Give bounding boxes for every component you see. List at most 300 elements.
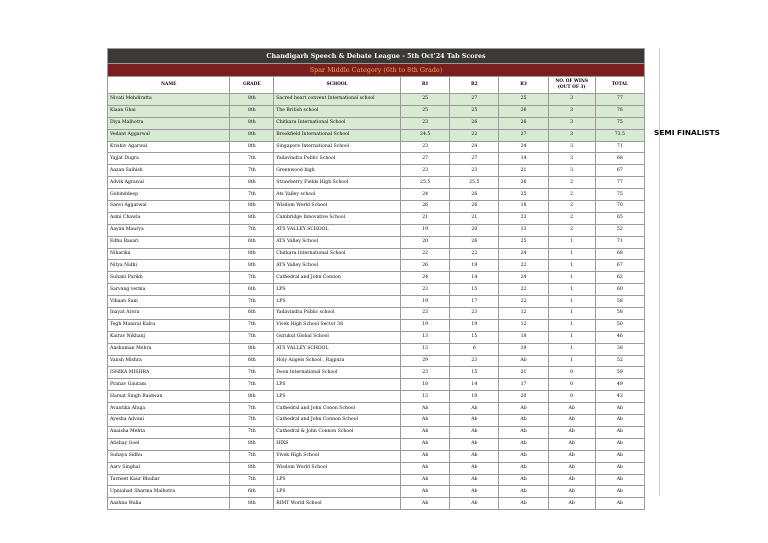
table-row bbox=[108, 367, 645, 379]
cell-wins: 1 bbox=[548, 355, 595, 367]
cell-wins: 1 bbox=[548, 248, 595, 260]
table-row bbox=[108, 165, 645, 177]
cell-r3: Ab bbox=[499, 450, 548, 462]
cell-school: Greenwood high bbox=[274, 165, 401, 177]
cell-r3: Ab bbox=[499, 438, 548, 450]
cell-r1: 23 bbox=[401, 308, 450, 320]
cell-name: Nivati Mehdiratta bbox=[108, 94, 230, 106]
cell-r2: 26 bbox=[450, 117, 499, 129]
cell-wins: 1 bbox=[548, 319, 595, 331]
cell-r2: 19 bbox=[450, 260, 499, 272]
cell-wins: 1 bbox=[548, 308, 595, 320]
cell-wins: 2 bbox=[548, 212, 595, 224]
cell-r3: 25 bbox=[499, 94, 548, 106]
cell-school: Yadavindra Public school bbox=[274, 308, 401, 320]
cell-wins: Ab bbox=[548, 403, 595, 415]
table-row bbox=[108, 415, 645, 427]
cell-grade: 7th bbox=[230, 450, 274, 462]
cell-r1: 27 bbox=[401, 153, 450, 165]
cell-r1: 18 bbox=[401, 379, 450, 391]
header-name: NAME bbox=[108, 77, 230, 94]
table-row bbox=[108, 331, 645, 343]
table-row bbox=[108, 319, 645, 331]
cell-r3: 12 bbox=[499, 308, 548, 320]
cell-r3: Ab bbox=[499, 415, 548, 427]
cell-school: Vivek High School Sector 38 bbox=[274, 319, 401, 331]
cell-r2: 14 bbox=[450, 379, 499, 391]
cell-r1: Ab bbox=[401, 426, 450, 438]
cell-total: 71 bbox=[595, 236, 644, 248]
cell-total: 52 bbox=[595, 224, 644, 236]
cell-grade: 8th bbox=[230, 343, 274, 355]
cell-total: 52 bbox=[595, 355, 644, 367]
header-school: SCHOOL bbox=[274, 77, 401, 94]
cell-r3: Ab bbox=[499, 462, 548, 474]
cell-grade: 7th bbox=[230, 224, 274, 236]
cell-r2: 6 bbox=[450, 343, 499, 355]
cell-school: The British school bbox=[274, 105, 401, 117]
header-wins: NO. OF WINS (OUT OF 3) bbox=[548, 77, 595, 94]
cell-total: Ab bbox=[595, 415, 644, 427]
cell-wins: 3 bbox=[548, 129, 595, 141]
cell-r3: 26 bbox=[499, 117, 548, 129]
cell-school: LPS bbox=[274, 379, 401, 391]
cell-r1: 19 bbox=[401, 296, 450, 308]
header-row bbox=[108, 77, 645, 94]
cell-wins: 0 bbox=[548, 379, 595, 391]
cell-total: 73.5 bbox=[595, 129, 644, 141]
cell-name: Harsat Singh Baidwan bbox=[108, 391, 230, 403]
cell-total: 67 bbox=[595, 165, 644, 177]
cell-r1: Ab bbox=[401, 498, 450, 510]
cell-school: ATS Valley School bbox=[274, 236, 401, 248]
cell-school: LPS bbox=[274, 391, 401, 403]
cell-r2: Ab bbox=[450, 426, 499, 438]
scores-table bbox=[107, 48, 645, 510]
cell-r1: 19 bbox=[401, 319, 450, 331]
cell-grade: 7th bbox=[230, 153, 274, 165]
cell-r3: Ab bbox=[499, 486, 548, 498]
cell-r3: 27 bbox=[499, 129, 548, 141]
cell-r1: 29 bbox=[401, 355, 450, 367]
cell-name: Aayan Maurya bbox=[108, 224, 230, 236]
sheet-title: Chandigarh Speech & Debate League - 5th Oct'24 Tab Scores bbox=[108, 49, 645, 64]
cell-total: Ab bbox=[595, 426, 644, 438]
cell-school: Cathedral and John Connon School bbox=[274, 415, 401, 427]
cell-name: Gobinddeep bbox=[108, 189, 230, 201]
cell-r1: Ab bbox=[401, 415, 450, 427]
cell-school: Wisdom World School bbox=[274, 201, 401, 213]
cell-school: Wisdom World School bbox=[274, 462, 401, 474]
header-r2: R2 bbox=[450, 77, 499, 94]
cell-school: LPS bbox=[274, 474, 401, 486]
cell-school: Ats Valley school bbox=[274, 189, 401, 201]
cell-r1: 25 bbox=[401, 105, 450, 117]
cell-name: Aashna Walia bbox=[108, 498, 230, 510]
cell-grade: 7th bbox=[230, 415, 274, 427]
cell-grade: 8th bbox=[230, 201, 274, 213]
cell-grade: 8th bbox=[230, 391, 274, 403]
table-row bbox=[108, 201, 645, 213]
cell-wins: 3 bbox=[548, 94, 595, 106]
cell-r2: Ab bbox=[450, 403, 499, 415]
cell-r3: 19 bbox=[499, 343, 548, 355]
cell-total: Ab bbox=[595, 498, 644, 510]
cell-wins: Ab bbox=[548, 486, 595, 498]
subtitle-row bbox=[108, 64, 645, 77]
cell-r2: 23 bbox=[450, 308, 499, 320]
cell-grade: 7th bbox=[230, 296, 274, 308]
cell-r3: 22 bbox=[499, 284, 548, 296]
cell-school: Singapore International School bbox=[274, 141, 401, 153]
cell-r1: 25 bbox=[401, 94, 450, 106]
cell-r3: 17 bbox=[499, 379, 548, 391]
cell-r1: 20 bbox=[401, 236, 450, 248]
cell-name: Niharika bbox=[108, 248, 230, 260]
cell-r2: 24 bbox=[450, 141, 499, 153]
cell-r2: 22 bbox=[450, 129, 499, 141]
cell-name: Asmi Chawla bbox=[108, 212, 230, 224]
cell-school: RIMT World School bbox=[274, 498, 401, 510]
cell-r3: 26 bbox=[499, 105, 548, 117]
cell-r2: 17 bbox=[450, 296, 499, 308]
cell-grade: 7th bbox=[230, 319, 274, 331]
cell-grade: 8th bbox=[230, 212, 274, 224]
cell-grade: 7th bbox=[230, 331, 274, 343]
cell-grade: 6th bbox=[230, 355, 274, 367]
cell-total: Ab bbox=[595, 462, 644, 474]
cell-r2: Ab bbox=[450, 450, 499, 462]
cell-r3: 22 bbox=[499, 296, 548, 308]
cell-wins: 3 bbox=[548, 117, 595, 129]
cell-wins: 3 bbox=[548, 141, 595, 153]
cell-grade: 8th bbox=[230, 129, 274, 141]
table-row bbox=[108, 486, 645, 498]
cell-grade: 8th bbox=[230, 498, 274, 510]
cell-school: Cathedral and John Conon School bbox=[274, 403, 401, 415]
cell-r3: 24 bbox=[499, 248, 548, 260]
cell-school: LPS bbox=[274, 296, 401, 308]
cell-r3: 25 bbox=[499, 189, 548, 201]
cell-grade: 8th bbox=[230, 260, 274, 272]
cell-grade: 7th bbox=[230, 426, 274, 438]
cell-r2: Ab bbox=[450, 438, 499, 450]
cell-wins: Ab bbox=[548, 462, 595, 474]
table-row bbox=[108, 403, 645, 415]
cell-grade: 8th bbox=[230, 248, 274, 260]
cell-wins: 1 bbox=[548, 331, 595, 343]
table-row bbox=[108, 284, 645, 296]
cell-name: Edhu Basari bbox=[108, 236, 230, 248]
cell-r2: 15 bbox=[450, 331, 499, 343]
cell-name: Avantika Ahuja bbox=[108, 403, 230, 415]
cell-wins: 3 bbox=[548, 165, 595, 177]
cell-wins: 0 bbox=[548, 367, 595, 379]
cell-school: Chitkara International School bbox=[274, 117, 401, 129]
table-row bbox=[108, 117, 645, 129]
cell-r2: Ab bbox=[450, 486, 499, 498]
cell-wins: Ab bbox=[548, 426, 595, 438]
cell-r1: 23 bbox=[401, 284, 450, 296]
cell-wins: 1 bbox=[548, 284, 595, 296]
cell-r2: 26 bbox=[450, 236, 499, 248]
cell-grade: 8th bbox=[230, 177, 274, 189]
cell-wins: 2 bbox=[548, 177, 595, 189]
cell-school: Brookfield International School bbox=[274, 129, 401, 141]
cell-r3: 20 bbox=[499, 391, 548, 403]
cell-r1: 26 bbox=[401, 201, 450, 213]
cell-name: Inayat Arora bbox=[108, 308, 230, 320]
cell-wins: Ab bbox=[548, 498, 595, 510]
cell-total: 46 bbox=[595, 331, 644, 343]
cell-r1: 22 bbox=[401, 248, 450, 260]
cell-grade: 7th bbox=[230, 403, 274, 415]
sheet-subtitle: Spar Middle Category (6th to 8th Grade) bbox=[108, 64, 645, 77]
cell-total: Ab bbox=[595, 450, 644, 462]
cell-wins: 1 bbox=[548, 296, 595, 308]
cell-name: Krishiv Agarwal bbox=[108, 141, 230, 153]
cell-r2: 15 bbox=[450, 367, 499, 379]
cell-name: ISHIKA MISHRA bbox=[108, 367, 230, 379]
cell-school: ATS Valley School bbox=[274, 260, 401, 272]
table-row bbox=[108, 498, 645, 510]
cell-r3: 22 bbox=[499, 260, 548, 272]
cell-name: Vansh Mishra bbox=[108, 355, 230, 367]
cell-r2: Ab bbox=[450, 415, 499, 427]
cell-r3: 13 bbox=[499, 224, 548, 236]
table-row bbox=[108, 177, 645, 189]
cell-name: Anshuman Mehra bbox=[108, 343, 230, 355]
cell-school: Chitkara International School bbox=[274, 248, 401, 260]
cell-total: Ab bbox=[595, 486, 644, 498]
cell-total: 75 bbox=[595, 189, 644, 201]
cell-r3: 24 bbox=[499, 272, 548, 284]
cell-grade: 7th bbox=[230, 272, 274, 284]
cell-grade: 8th bbox=[230, 105, 274, 117]
cell-wins: 3 bbox=[548, 153, 595, 165]
cell-r1: Ab bbox=[401, 403, 450, 415]
cell-name: Atishay Goel bbox=[108, 438, 230, 450]
cell-grade: 7th bbox=[230, 379, 274, 391]
cell-total: Ab bbox=[595, 474, 644, 486]
cell-name: Anaisha Mehta bbox=[108, 426, 230, 438]
cell-r2: 20 bbox=[450, 224, 499, 236]
cell-r1: 13 bbox=[401, 331, 450, 343]
cell-r1: 23 bbox=[401, 165, 450, 177]
table-row bbox=[108, 450, 645, 462]
header-r1: R1 bbox=[401, 77, 450, 94]
cell-school: ATS VALLEY SCHOOL bbox=[274, 224, 401, 236]
cell-total: 58 bbox=[595, 308, 644, 320]
cell-r1: 23 bbox=[401, 367, 450, 379]
cell-school: Gurukul Global School bbox=[274, 331, 401, 343]
cell-r1: 25.5 bbox=[401, 177, 450, 189]
cell-grade: 8th bbox=[230, 117, 274, 129]
cell-r3: 18 bbox=[499, 331, 548, 343]
score-sheet bbox=[107, 48, 645, 510]
cell-total: 43 bbox=[595, 391, 644, 403]
cell-name: Yajjat Dugra bbox=[108, 153, 230, 165]
header-r3: R3 bbox=[499, 77, 548, 94]
cell-total: Ab bbox=[595, 438, 644, 450]
cell-grade: 7th bbox=[230, 165, 274, 177]
table-row bbox=[108, 308, 645, 320]
cell-r1: 24 bbox=[401, 272, 450, 284]
table-row bbox=[108, 94, 645, 106]
cell-wins: Ab bbox=[548, 438, 595, 450]
cell-wins: Ab bbox=[548, 474, 595, 486]
cell-r2: 21 bbox=[450, 212, 499, 224]
cell-r1: 13 bbox=[401, 343, 450, 355]
cell-r2: 23 bbox=[450, 355, 499, 367]
cell-name: Kiaan Ghai bbox=[108, 105, 230, 117]
table-row bbox=[108, 438, 645, 450]
cell-r1: 23 bbox=[401, 141, 450, 153]
cell-school: HIXS bbox=[274, 438, 401, 450]
cell-total: 75 bbox=[595, 117, 644, 129]
cell-r2: 25 bbox=[450, 105, 499, 117]
cell-grade: 8th bbox=[230, 94, 274, 106]
cell-r3: Ab bbox=[499, 426, 548, 438]
cell-total: 58 bbox=[595, 296, 644, 308]
cell-r1: 21 bbox=[401, 212, 450, 224]
cell-total: 76 bbox=[595, 105, 644, 117]
cell-grade: 8th bbox=[230, 462, 274, 474]
cell-school: LPS bbox=[274, 486, 401, 498]
table-row bbox=[108, 153, 645, 165]
cell-wins: 0 bbox=[548, 391, 595, 403]
table-row bbox=[108, 224, 645, 236]
cell-r1: 24 bbox=[401, 189, 450, 201]
table-row bbox=[108, 129, 645, 141]
cell-r1: Ab bbox=[401, 462, 450, 474]
cell-total: 68 bbox=[595, 153, 644, 165]
cell-r2: 10 bbox=[450, 391, 499, 403]
table-row bbox=[108, 391, 645, 403]
cell-grade: 7th bbox=[230, 474, 274, 486]
table-row bbox=[108, 105, 645, 117]
cell-total: 68 bbox=[595, 248, 644, 260]
cell-grade: 6th bbox=[230, 236, 274, 248]
table-row bbox=[108, 248, 645, 260]
cell-r2: 15 bbox=[450, 284, 499, 296]
table-row bbox=[108, 272, 645, 284]
cell-grade: 6th bbox=[230, 308, 274, 320]
table-row bbox=[108, 355, 645, 367]
cell-wins: 3 bbox=[548, 105, 595, 117]
table-row bbox=[108, 343, 645, 355]
cell-r1: 26 bbox=[401, 260, 450, 272]
cell-r1: 19 bbox=[401, 224, 450, 236]
cell-r2: 22 bbox=[450, 248, 499, 260]
cell-name: Sarvang verma bbox=[108, 284, 230, 296]
cell-school: ATS VALLEY SCHOOL bbox=[274, 343, 401, 355]
cell-total: 65 bbox=[595, 212, 644, 224]
cell-wins: 1 bbox=[548, 343, 595, 355]
cell-grade: 6th bbox=[230, 486, 274, 498]
cell-total: 62 bbox=[595, 272, 644, 284]
cell-r1: Ab bbox=[401, 486, 450, 498]
cell-name: Pranav Gautam bbox=[108, 379, 230, 391]
cell-school: Doon International School bbox=[274, 367, 401, 379]
cell-school: Sacred heart convent International school bbox=[274, 94, 401, 106]
cell-grade: 8th bbox=[230, 141, 274, 153]
cell-wins: 1 bbox=[548, 272, 595, 284]
cell-wins: 2 bbox=[548, 224, 595, 236]
cell-r2: 27 bbox=[450, 94, 499, 106]
cell-r3: 25 bbox=[499, 236, 548, 248]
cell-r2: 25.5 bbox=[450, 177, 499, 189]
cell-total: 60 bbox=[595, 284, 644, 296]
cell-grade: 8th bbox=[230, 438, 274, 450]
header-total: TOTAL bbox=[595, 77, 644, 94]
semi-finalists-label: SEMI FINALISTS bbox=[654, 128, 720, 137]
cell-name: Tavneet Kaur Bhullar bbox=[108, 474, 230, 486]
cell-r2: Ab bbox=[450, 462, 499, 474]
cell-r2: 23 bbox=[450, 165, 499, 177]
cell-r2: 27 bbox=[450, 153, 499, 165]
cell-name: Vihaan Sain bbox=[108, 296, 230, 308]
cell-name: Advik Agrawal bbox=[108, 177, 230, 189]
cell-r3: 21 bbox=[499, 165, 548, 177]
cell-r3: 26 bbox=[499, 177, 548, 189]
cell-school: Cathedral and John Connon bbox=[274, 272, 401, 284]
cell-total: 50 bbox=[595, 319, 644, 331]
cell-total: Ab bbox=[595, 403, 644, 415]
cell-r3: 14 bbox=[499, 153, 548, 165]
table-row bbox=[108, 260, 645, 272]
cell-r3: Ab bbox=[499, 498, 548, 510]
cell-r3: 24 bbox=[499, 141, 548, 153]
cell-r3: Ab bbox=[499, 355, 548, 367]
table-row bbox=[108, 141, 645, 153]
cell-total: 49 bbox=[595, 379, 644, 391]
cell-r2: 14 bbox=[450, 272, 499, 284]
cell-name: Nitya Nidhi bbox=[108, 260, 230, 272]
cell-r3: 12 bbox=[499, 319, 548, 331]
cell-r2: Ab bbox=[450, 474, 499, 486]
table-row bbox=[108, 379, 645, 391]
cell-r1: 23 bbox=[401, 117, 450, 129]
table-row bbox=[108, 474, 645, 486]
table-row bbox=[108, 296, 645, 308]
sheet-gridline bbox=[645, 48, 660, 496]
cell-r2: 26 bbox=[450, 201, 499, 213]
cell-name: Sanvi Aggarwal bbox=[108, 201, 230, 213]
cell-name: Diya Malhotra bbox=[108, 117, 230, 129]
cell-wins: 2 bbox=[548, 189, 595, 201]
cell-name: Ayesha Advani bbox=[108, 415, 230, 427]
cell-total: 77 bbox=[595, 177, 644, 189]
cell-name: Kairav Nikhanj bbox=[108, 331, 230, 343]
table-row bbox=[108, 212, 645, 224]
cell-name: Suhaya Sidhu bbox=[108, 450, 230, 462]
cell-name: Aazan Saihish bbox=[108, 165, 230, 177]
cell-wins: Ab bbox=[548, 415, 595, 427]
cell-name: Aarv Singhal bbox=[108, 462, 230, 474]
table-row bbox=[108, 462, 645, 474]
cell-r3: 18 bbox=[499, 201, 548, 213]
cell-school: LPS bbox=[274, 284, 401, 296]
cell-r3: Ab bbox=[499, 403, 548, 415]
cell-school: Yadavindra Public School bbox=[274, 153, 401, 165]
cell-r3: 21 bbox=[499, 367, 548, 379]
cell-total: 71 bbox=[595, 141, 644, 153]
title-row bbox=[108, 49, 645, 64]
cell-r2: Ab bbox=[450, 498, 499, 510]
cell-school: Cambridge Innovative School bbox=[274, 212, 401, 224]
cell-r1: Ab bbox=[401, 474, 450, 486]
